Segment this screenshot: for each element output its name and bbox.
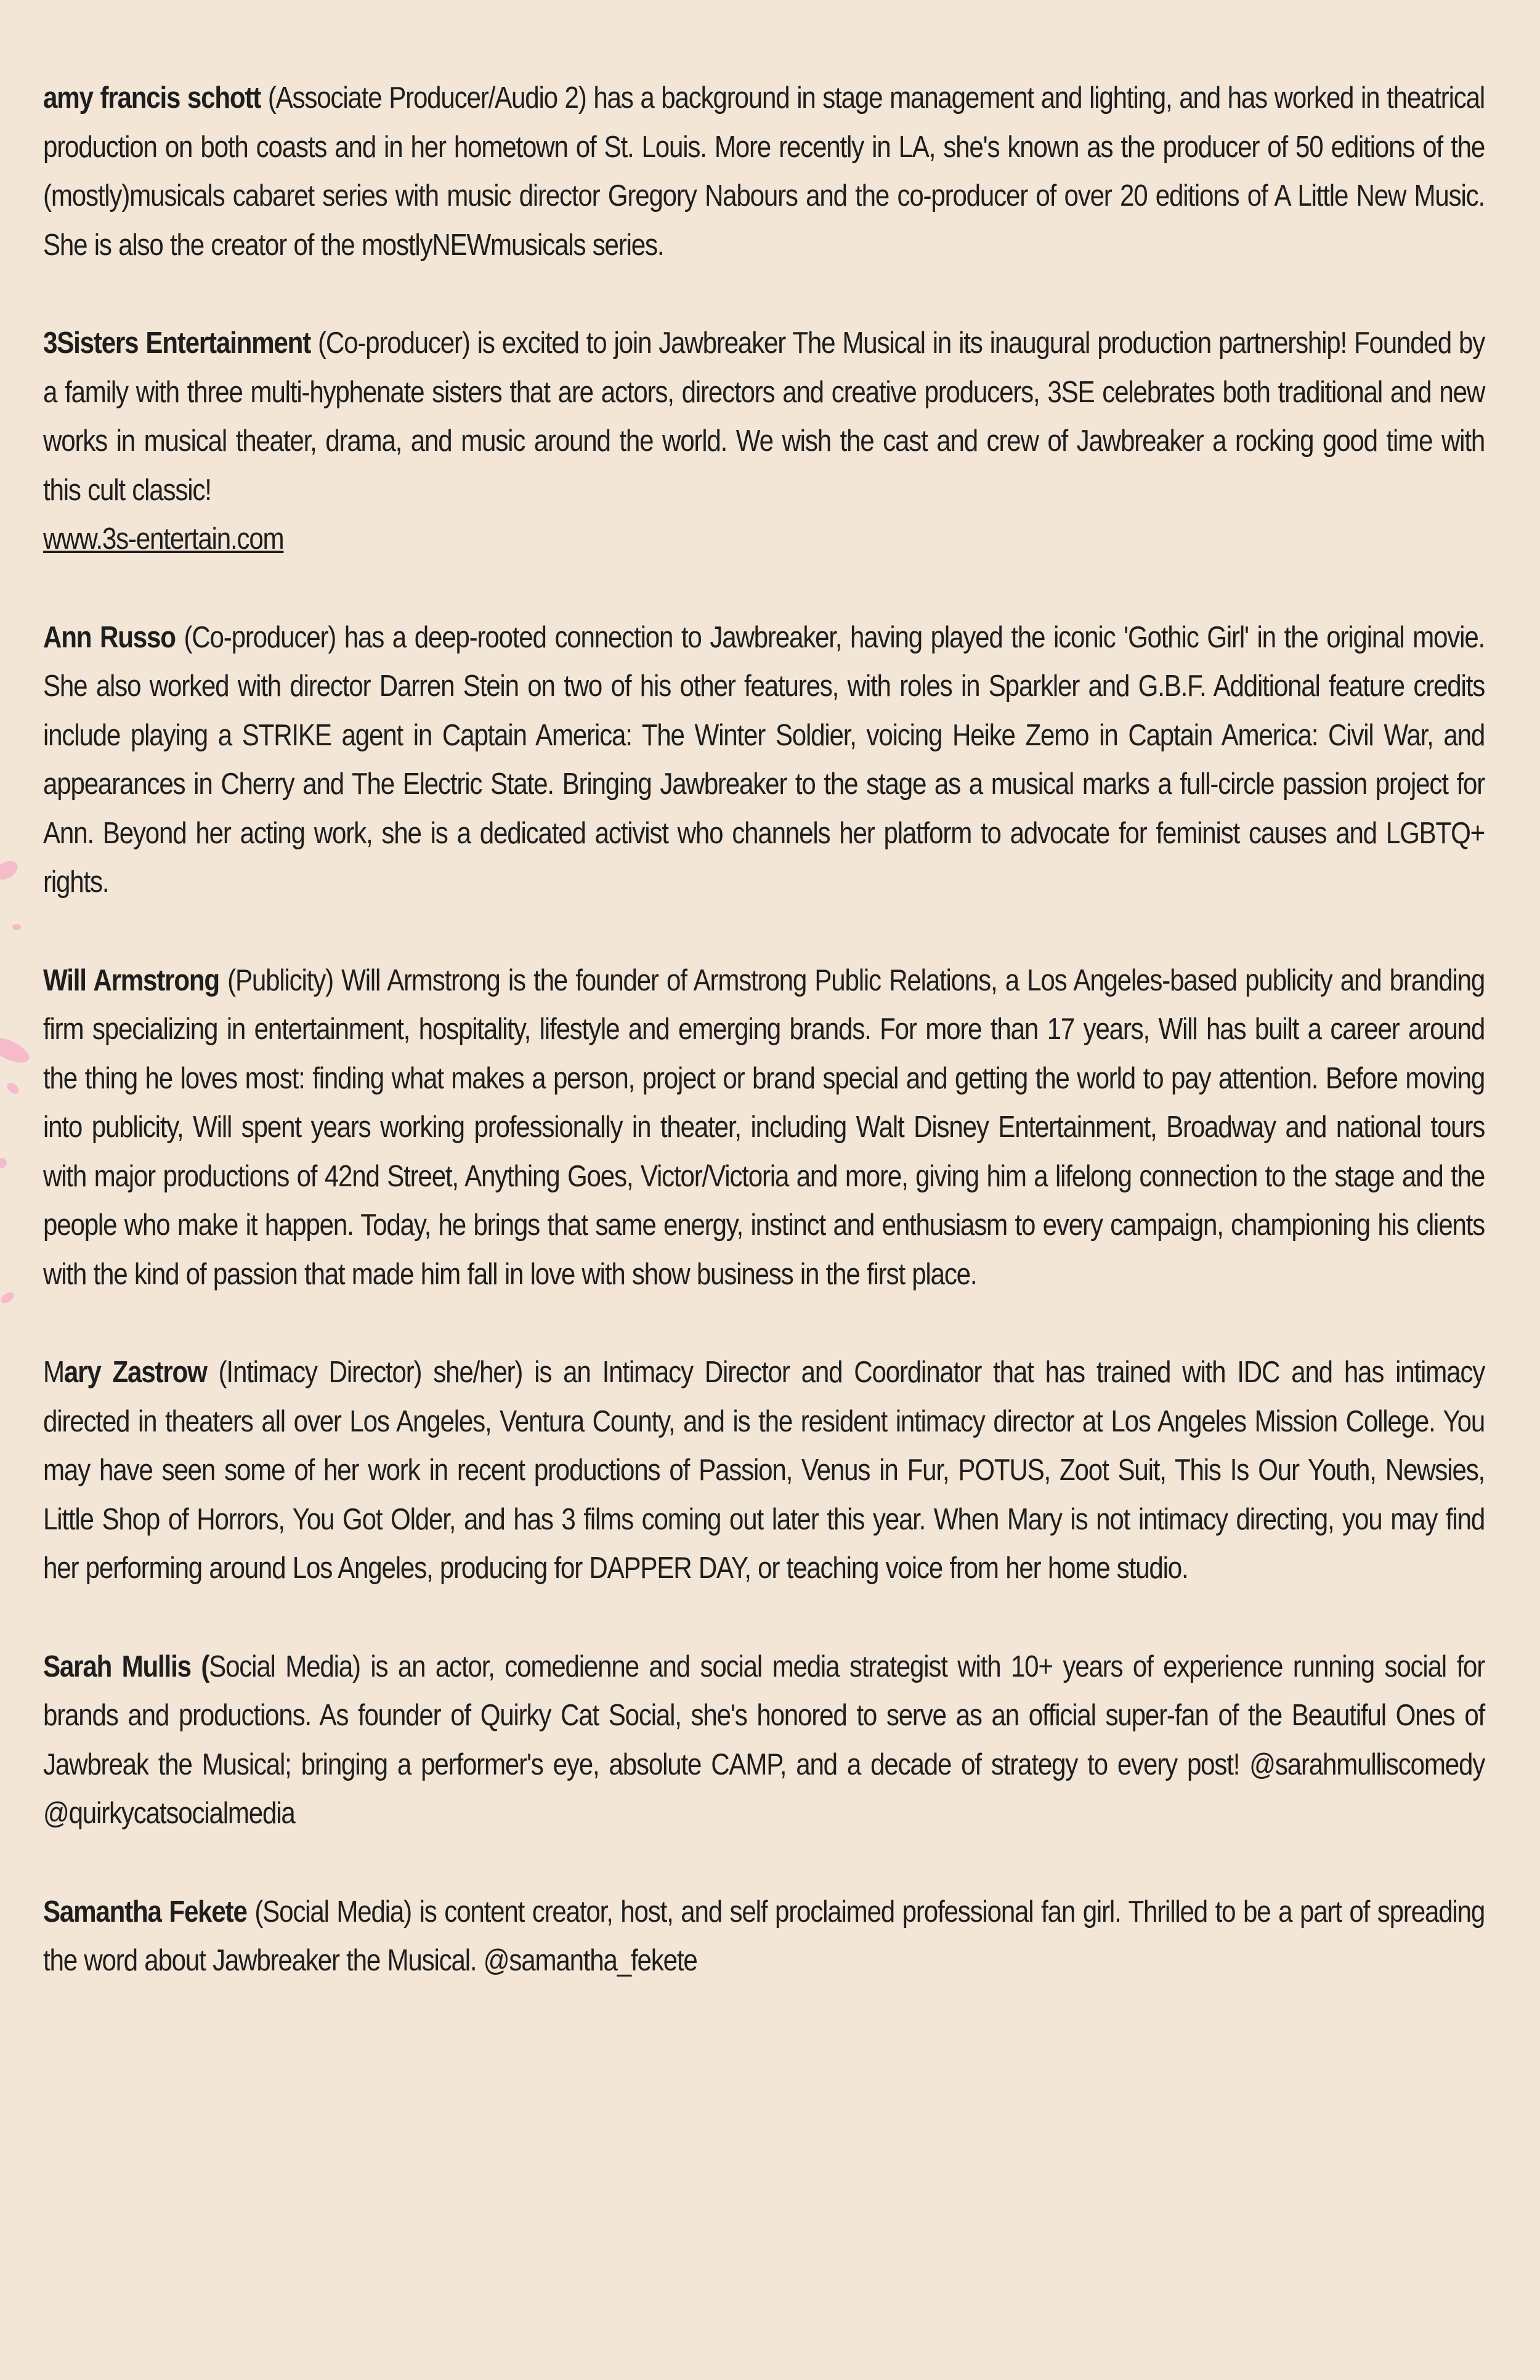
bio-text: (Associate Producer/Audio 2) has a background in stage management and lighting, and has worked in theatrical production on both coasts and in her hometown of St. Louis. More recently in LA, she's known as the producer of 50 editions of the (mostly)musicals cabaret series with music director Gregory Nabours and the co-producer of over 20 editions of A Little New Music. She is also the creator of the mostlyNEWmusicals series. xyxy=(43,81,1485,262)
bio-text: (Co-producer) is excited to join Jawbreaker The Musical in its inaugural production partnership! Founded by a family with three multi-hyphenate sisters that are actors, directors and creative producers, 3SE celebrates both traditional and new works in musical theater, drama, and music around the world. We wish the cast and crew of Jawbreaker a rocking good time with this cult classic! xyxy=(43,326,1485,507)
bio-name-initial: M xyxy=(43,1356,64,1389)
bio-ann-russo xyxy=(43,613,1485,907)
bio-mary-zastrow xyxy=(43,1348,1485,1593)
bio-samantha-fekete xyxy=(43,1888,1485,1986)
bio-text: (Co-producer) has a deep-rooted connection to Jawbreaker, having played the iconic 'Gothic Girl' in the original movie. She also worked with director Darren Stein on two of his other features, with roles in Sparkler and G.B.F. Additional feature credits include playing a STRIKE agent in Captain America: The Winter Soldier, voicing Heike Zemo in Captain America: Civil War, and appearances in Cherry and The Electric State. Bringing Jawbreaker to the stage as a musical marks a full-circle passion project for Ann. Beyond her acting work, she is a dedicated activist who channels her platform to advocate for feminist causes and LGBTQ+ rights. xyxy=(43,620,1485,899)
bio-name: ary Zastrow xyxy=(63,1356,207,1389)
bio-text: (Intimacy Director) she/her) is an Intimacy Director and Coordinator that has trained with IDC and has intimacy directed in theaters all over Los Angeles, Ventura County, and is the resident intimacy director at Los Angeles Mission College. You may have seen some of her work in recent productions of Passion, Venus in Fur, POTUS, Zoot Suit, This Is Our Youth, Newsies, Little Shop of Horrors, You Got Older, and has 3 films coming out later this year. When Mary is not intimacy directing, you may find her performing around Los Angeles, producing for DAPPER DAY, or teaching voice from her home studio. xyxy=(43,1356,1485,1585)
bio-name: Ann Russo xyxy=(43,620,176,654)
bio-text: Social Media) is an actor, comedienne and social media strategist with 10+ years of experience running social for brands and productions. As founder of Quirky Cat Social, she's honored to serve as an official super-fan of the Beautiful Ones of Jawbreak the Musical; bringing a performer's eye, absolute CAMP, and a decade of strategy to every post! @sarahmulliscomedy @quirkycatsocialmedia xyxy=(43,1649,1485,1830)
bio-name: amy francis schott xyxy=(43,81,261,115)
website-link[interactable]: www.3s-entertain.com xyxy=(43,522,284,556)
bio-text: (Publicity) Will Armstrong is the founder of Armstrong Public Relations, a Los Angeles-based publicity and branding firm specializing in entertainment, hospitality, lifestyle and emerging brands. For more than 17 years, Will has built a career around the thing he loves most: finding what makes a person, project or brand special and getting the world to pay attention. Before moving into publicity, Will spent years working professionally in theater, including Walt Disney Entertainment, Broadway and national tours with major productions of 42nd Street, Anything Goes, Victor/Victoria and more, giving him a lifelong connection to the stage and the people who make it happen. Today, he brings that same energy, instinct and enthusiasm to every campaign, championing his clients with the kind of passion that made him fall in love with show business in the first place. xyxy=(43,963,1485,1291)
paint-splash xyxy=(0,857,21,884)
paint-splash xyxy=(0,1033,33,1068)
bio-name: 3Sisters Entertainment xyxy=(43,326,311,360)
bio-text: (Social Media) is content creator, host, and self proclaimed professional fan girl. Thrilled to be a part of spreading the word about Jawbreaker the Musical. @samantha_fekete xyxy=(43,1895,1485,1977)
bio-will-armstrong xyxy=(43,957,1485,1300)
bio-name: Sarah Mullis ( xyxy=(43,1649,209,1683)
paint-splash xyxy=(0,1290,16,1305)
paint-splash xyxy=(5,1081,21,1096)
paint-splash xyxy=(12,924,21,930)
bio-3sisters-entertainment xyxy=(43,319,1485,564)
bio-sarah-mullis xyxy=(43,1643,1485,1839)
paint-splash xyxy=(0,1158,7,1168)
bios-page xyxy=(43,74,1485,2035)
bio-name: Will Armstrong xyxy=(43,963,219,997)
bio-name: Samantha Fekete xyxy=(43,1895,247,1929)
bio-amy-francis-schott xyxy=(43,74,1485,270)
